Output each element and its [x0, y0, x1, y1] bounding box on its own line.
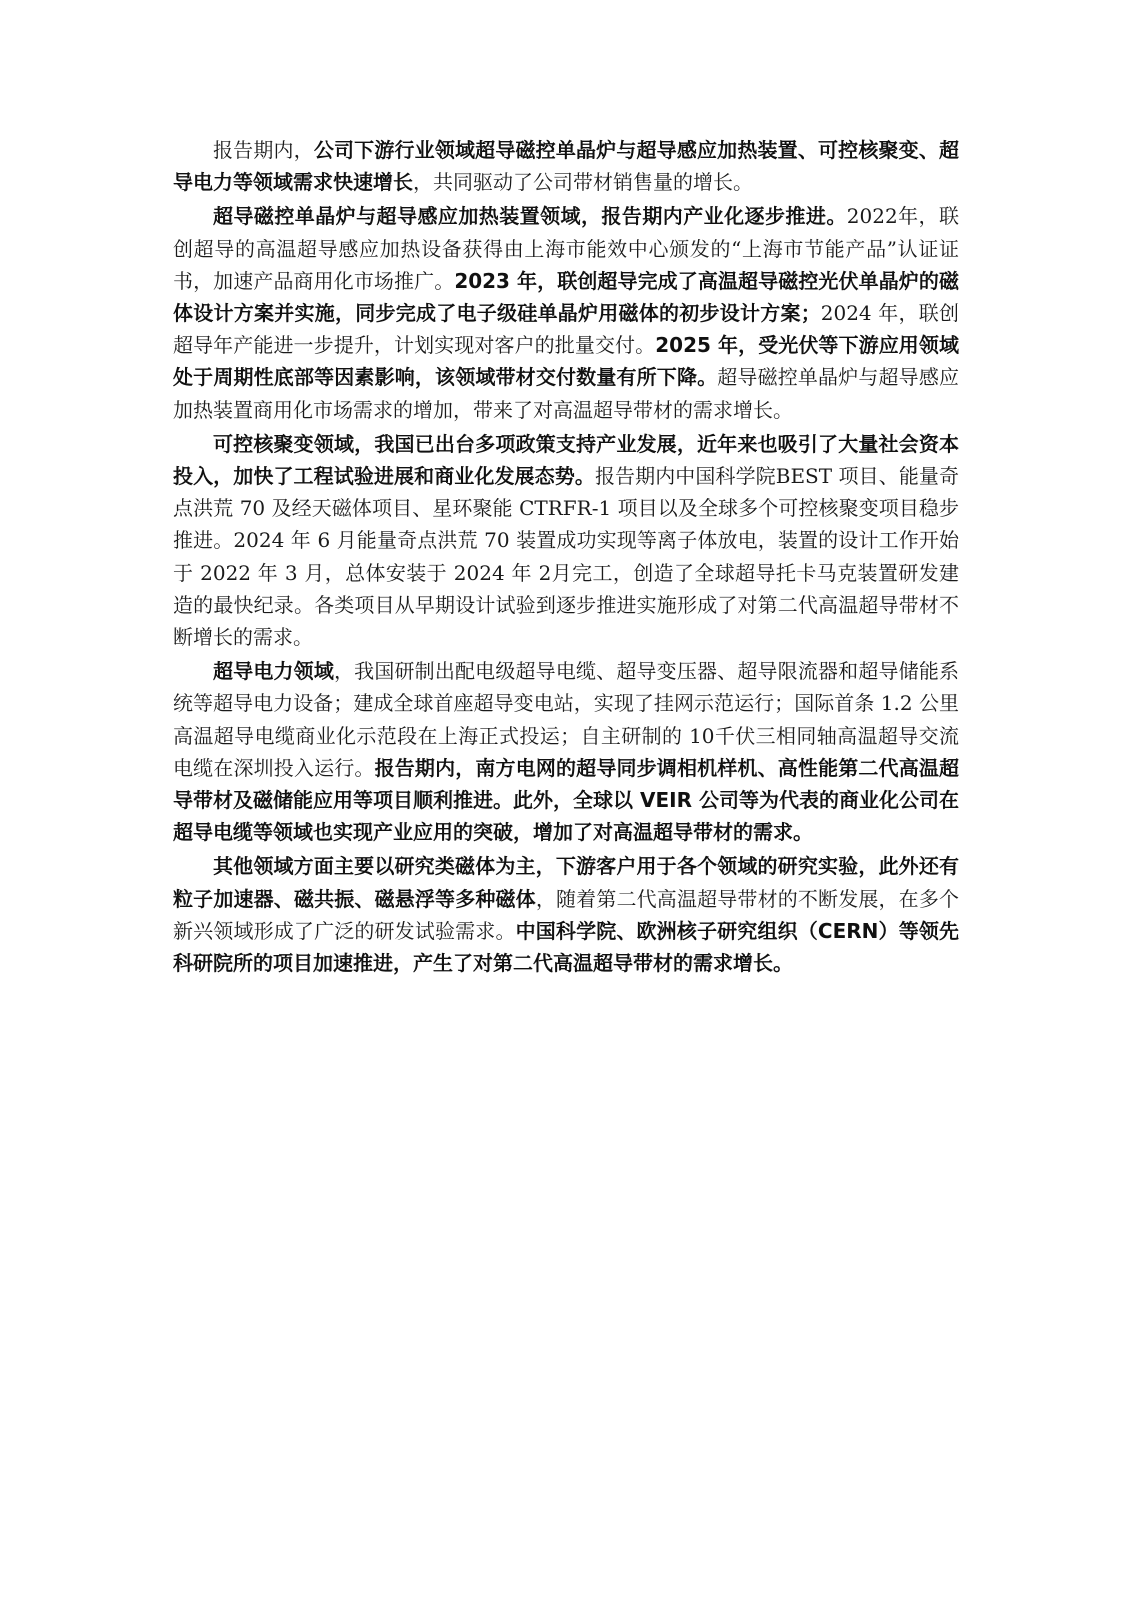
paragraph-downstream-demand: [173, 134, 959, 198]
bold-text-segment: 超导电力领域: [213, 659, 334, 684]
text-segment: ，我国研制出配电级超导电缆、超导变压器、超导限流器和超导储能系统等超导电力设备；建成全球首座超导变电站，实现了挂网示范运行；国际首条 1.2 公里高温超导电缆商业化示范段在上海正式投运；自主研制的 10千伏三相同轴高温超导交流电缆在深圳投入运行。: [173, 659, 959, 780]
report-body: [173, 134, 959, 981]
bold-text-segment: 中国科学院、欧洲核子研究组织（CERN）等领先科研院所的项目加速推进，产生了对第二代高温超导带材的需求增长。: [173, 918, 959, 976]
bold-text-segment: 2025 年，受光伏等下游应用领域处于周期性底部等因素影响，该领域带材交付数量有所下降。: [173, 333, 959, 390]
bold-text-segment: 2023 年，联创超导完成了高温超导磁控光伏单晶炉的磁体设计方案并实施，同步完成了电子级硅单晶炉用磁体的初步设计方案；: [173, 268, 959, 326]
paragraph-other-fields: [173, 850, 959, 979]
bold-text-segment: 超导磁控单晶炉与超导感应加热装置领域，报告期内产业化逐步推进。: [213, 204, 847, 229]
paragraph-superconducting-power: [173, 655, 959, 848]
bold-text-segment: 其他领域方面主要以研究类磁体为主，下游客户用于各个领域的研究实验，此外还有粒子加速器、磁共振、磁悬浮等多种磁体: [173, 854, 959, 911]
text-segment: 2024 年，联创超导年产能进一步提升，计划实现对客户的批量交付。: [173, 301, 960, 358]
text-segment: 超导磁控单晶炉与超导感应加热装置商用化市场需求的增加，带来了对高温超导带材的需求增长。: [173, 365, 960, 422]
text-segment: 报告期内中国科学院BEST 项目、能量奇点洪荒 70 及经天磁体项目、星环聚能 CTRFR-1 项目以及全球多个可控核聚变项目稳步推进。2024 年 6 月能量奇点洪荒 70 装置成功实现等离子体放电，装置的设计工作开始于 2022 年 3 月，总体安装于 2024 年 2月完工，创造了全球超导托卡马克装置研发建造的最快纪录。各类项目从早期设计试验到逐步推进实施形成了对第二代高温超导带材不断增长的需求。: [173, 464, 960, 650]
paragraph-single-crystal-furnace: [173, 200, 959, 425]
text-segment: ，共同驱动了公司带材销售量的增长。: [413, 170, 753, 195]
text-segment: 2022年，联创超导的高温超导感应加热设备获得由上海市能效中心颁发的“上海市节能产品”认证证书，加速产品商用化市场推广。: [173, 204, 959, 293]
paragraph-nuclear-fusion: [173, 428, 959, 653]
text-segment: ，随着第二代高温超导带材的不断发展，在多个新兴领域形成了广泛的研发试验需求。: [173, 886, 960, 943]
bold-text-segment: 报告期内，南方电网的超导同步调相机样机、高性能第二代高温超导带材及磁储能应用等项目顺利推进。此外，全球以 VEIR 公司等为代表的商业化公司在超导电缆等领域也实现产业应用的突破，增加了对高温超导带材的需求。: [173, 755, 960, 845]
bold-text-segment: 可控核聚变领域，我国已出台多项政策支持产业发展，近年来也吸引了大量社会资本投入，加快了工程试验进展和商业化发展态势。: [173, 431, 959, 489]
text-segment: 报告期内，: [213, 138, 314, 162]
bold-text-segment: 公司下游行业领域超导磁控单晶炉与超导感应加热装置、可控核聚变、超导电力等领域需求快速增长: [173, 138, 960, 195]
